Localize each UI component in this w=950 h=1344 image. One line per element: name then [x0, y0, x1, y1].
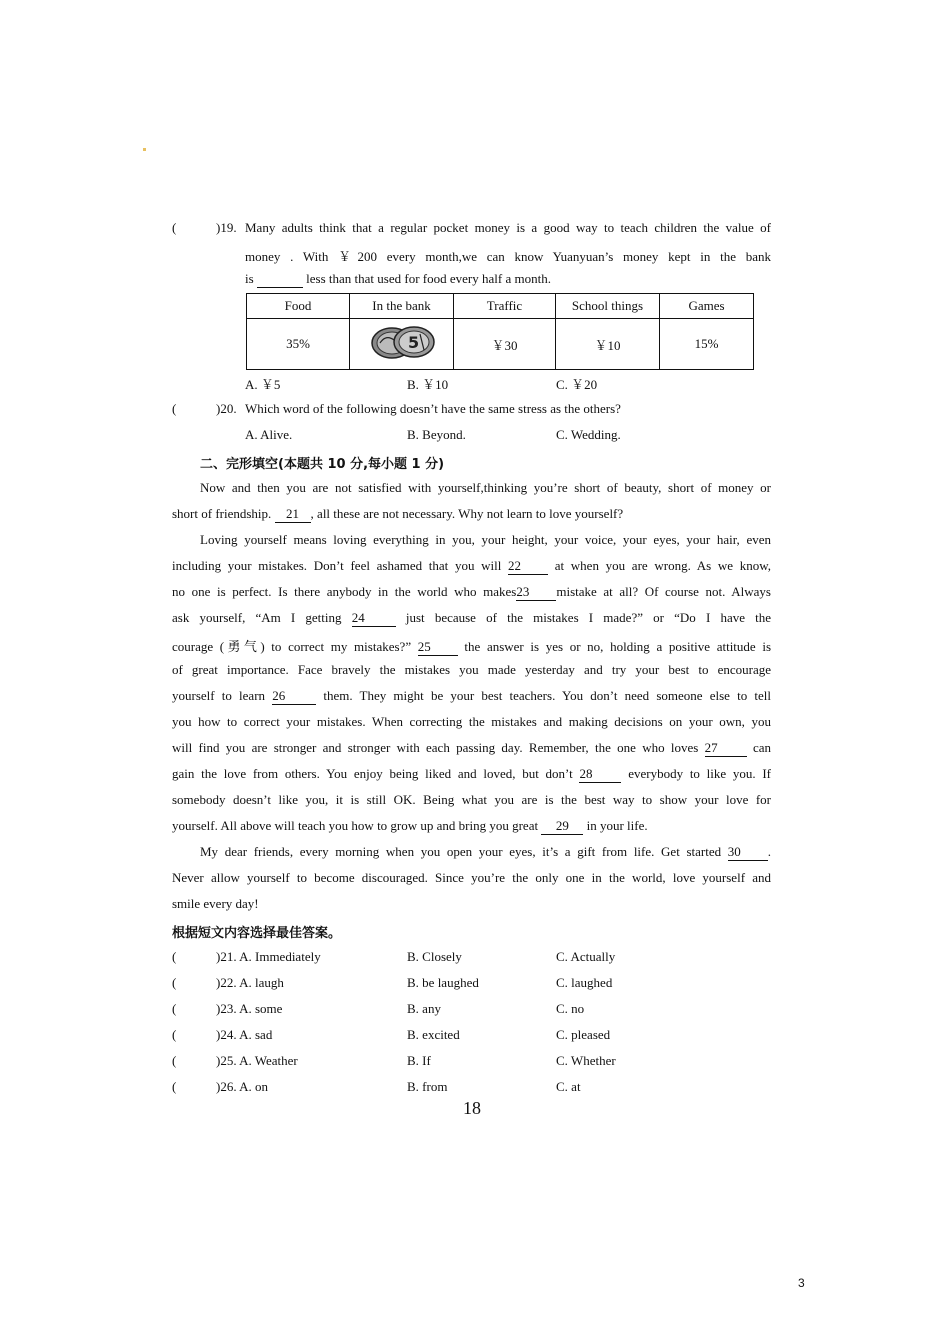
coins-icon [364, 322, 440, 362]
choice-c: C. at [556, 1079, 581, 1094]
passage-p3-line-2: Never allow yourself to become discouraged. Since you’re the only one in the world, love yourself and [172, 870, 771, 885]
header-traffic: Traffic [454, 294, 556, 319]
choice-b: B. Closely [407, 949, 462, 964]
value-food: 35% [247, 319, 350, 370]
book-page-number: 18 [463, 1098, 481, 1118]
q19-line-1: Many adults think that a regular pocket money is a good way to teach children the value of [245, 220, 771, 235]
q20-option-c: C. Wedding. [556, 427, 621, 442]
pocket-money-table [246, 293, 754, 370]
passage-p1-line-1: Now and then you are not satisfied with yourself,thinking you’re short of beauty, short of money or [200, 480, 771, 495]
choice-a: )25. A. Weather [216, 1053, 298, 1068]
passage-text: short of friendship. [172, 506, 272, 521]
passage-text: yourself to learn [172, 688, 266, 703]
header-school-things: School things [556, 294, 660, 319]
passage-text: just because of the mistakes I made?” or “Do I have the [405, 610, 772, 625]
answer-paren: ( [172, 1001, 177, 1016]
value-traffic: ￥30 [454, 319, 556, 370]
blank-30: 30 [728, 844, 768, 861]
passage-p2-line-4 [172, 610, 771, 627]
passage-text: . [767, 844, 772, 859]
passage-text: gain the love from others. You enjoy being liked and loved, but don’t [172, 766, 573, 781]
blank-22: 22 [508, 558, 548, 575]
answer-paren: ( [172, 1027, 177, 1042]
blank-24: 24 [352, 610, 396, 627]
choice-b: B. If [407, 1053, 431, 1068]
q19-option-c: C. ￥20 [556, 377, 598, 392]
question-number-20: )20. [216, 401, 237, 416]
blank-25: 25 [418, 639, 458, 656]
value-in-the-bank [350, 319, 454, 370]
value-games: 15% [660, 319, 754, 370]
choose-answer-instruction: 根据短文内容选择最佳答案。 [172, 926, 342, 941]
blank-23: 23 [516, 584, 556, 601]
q20-option-a: A. Alive. [245, 427, 293, 442]
choice-b: B. excited [407, 1027, 460, 1042]
choice-c: C. pleased [556, 1027, 611, 1042]
passage-text: everybody to like you. If [628, 766, 772, 781]
passage-text: at when you are wrong. As we know, [554, 558, 772, 573]
passage-p2-line-3 [172, 584, 771, 601]
q19-line-3 [245, 271, 551, 288]
answer-paren: ( [172, 1079, 177, 1094]
document-page-number: 3 [798, 1276, 805, 1290]
passage-text: will find you are stronger and stronger with each passing day. Remember, the one who loves [172, 740, 699, 755]
section-2-title: 二、完形填空(本题共 10 分,每小题 1 分) [200, 457, 445, 472]
passage-p2-line-11: somebody doesn’t like you, it is still OK. Being what you are is the best way to show your love for [172, 792, 771, 807]
passage-p2-line-8: you how to correct your mistakes. When correcting the mistakes and making decisions on your own, you [172, 714, 771, 729]
passage-text: courage (勇气) to correct my mistakes?” [172, 639, 412, 654]
passage-text: , all these are not necessary. Why not learn to love yourself? [310, 506, 624, 521]
choice-a: )24. A. sad [216, 1027, 273, 1042]
q20-text: Which word of the following doesn’t have the same stress as the others? [245, 401, 621, 416]
passage-text: My dear friends, every morning when you open your eyes, it’s a gift from life. Get started [200, 844, 722, 859]
q20-option-b: B. Beyond. [407, 427, 466, 442]
passage-p3-line-1 [200, 844, 771, 861]
q19-option-b: B. ￥10 [407, 377, 449, 392]
q19-line-3-pre: is [245, 271, 254, 286]
choice-a: )21. A. Immediately [216, 949, 321, 964]
passage-p2-line-6: of great importance. Face bravely the mistakes you made yesterday and try your best to encourage [172, 662, 771, 677]
answer-paren: ( [172, 949, 177, 964]
passage-text: mistake at all? Of course not. Always [556, 584, 771, 599]
passage-text: the answer is yes or no, holding a positive attitude is [464, 639, 772, 654]
choice-c: C. laughed [556, 975, 613, 990]
passage-p1-line-2 [172, 506, 623, 523]
question-number-19: )19. [216, 220, 237, 235]
choice-c: C. Whether [556, 1053, 616, 1068]
q19-option-a: A. ￥5 [245, 377, 281, 392]
passage-text: including your mistakes. Don’t feel ashamed that you will [172, 558, 502, 573]
answer-paren-19: ( [172, 220, 177, 235]
passage-p2-line-7 [172, 688, 771, 705]
blank-26: 26 [272, 688, 316, 705]
passage-text: ask yourself, “Am I getting [172, 610, 342, 625]
choice-b: B. be laughed [407, 975, 479, 990]
passage-text: them. They might be your best teachers. You don’t need someone else to tell [323, 688, 771, 703]
choice-b: B. any [407, 1001, 441, 1016]
passage-p2-line-10 [172, 766, 771, 783]
answer-paren: ( [172, 975, 177, 990]
q19-line-3-post: less than that used for food every half a month. [306, 271, 551, 286]
passage-text: no one is perfect. Is there anybody in the world who makes [172, 584, 517, 599]
blank-28: 28 [579, 766, 621, 783]
passage-p2-line-1: Loving yourself means loving everything in you, your height, your voice, your eyes, your hair, even [200, 532, 771, 547]
passage-p3-line-3: smile every day! [172, 896, 259, 911]
passage-text: can [752, 740, 772, 755]
passage-text: yourself. All above will teach you how to grow up and bring you great [172, 818, 539, 833]
choice-c: C. no [556, 1001, 585, 1016]
choice-a: )22. A. laugh [216, 975, 284, 990]
header-in-the-bank: In the bank [350, 294, 454, 319]
answer-paren-20: ( [172, 401, 177, 416]
header-games: Games [660, 294, 754, 319]
passage-text: in your life. [586, 818, 648, 833]
passage-p2-line-2 [172, 558, 771, 575]
choice-b: B. from [407, 1079, 448, 1094]
scan-speck [143, 148, 146, 151]
choice-a: )23. A. some [216, 1001, 283, 1016]
choice-c: C. Actually [556, 949, 616, 964]
q19-answer-blank [257, 271, 303, 288]
passage-p2-line-5 [172, 636, 771, 656]
passage-p2-line-9 [172, 740, 771, 757]
blank-29: 29 [541, 818, 583, 835]
blank-27: 27 [705, 740, 747, 757]
answer-paren: ( [172, 1053, 177, 1068]
value-school-things: ￥10 [556, 319, 660, 370]
choice-a: )26. A. on [216, 1079, 268, 1094]
blank-21: 21 [275, 506, 311, 523]
header-food: Food [247, 294, 350, 319]
svg-text:5: 5 [407, 333, 419, 352]
passage-p2-line-12 [172, 818, 648, 835]
q19-line-2: money . With ￥200 every month,we can know Yuanyuan’s money kept in the bank [245, 249, 771, 264]
